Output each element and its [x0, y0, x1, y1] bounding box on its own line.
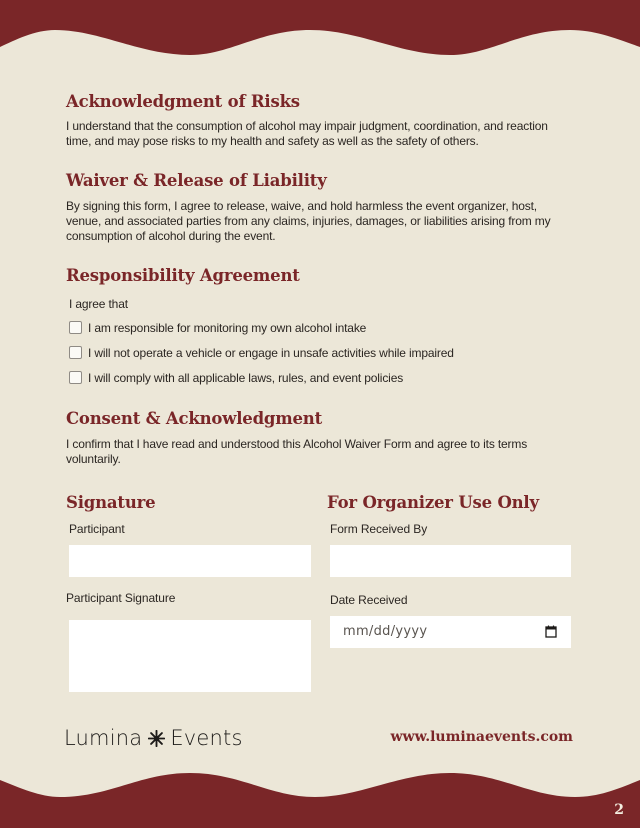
calendar-icon[interactable]: [545, 625, 557, 638]
checkbox-row-comply-laws[interactable]: [69, 365, 571, 390]
page-number: 2: [614, 802, 624, 818]
section-body: By signing this form, I agree to release, waive, and hold harmless the event organizer, host, venue, and associated parties from any claims, injuries, damages, or liabilities arising from my consumption of alcohol during the event.: [66, 199, 551, 243]
section-responsibility-agreement: [66, 265, 571, 390]
signature-title: Signature: [66, 493, 156, 512]
section-waiver-release: [66, 170, 571, 244]
section-title: Consent & Acknowledgment: [66, 409, 323, 428]
form-received-by-input[interactable]: [330, 545, 571, 577]
signature-column: [66, 492, 311, 702]
section-body: I confirm that I have read and understood this Alcohol Waiver Form and agree to its terms voluntarily.: [66, 437, 528, 466]
checkbox-no-vehicle[interactable]: [69, 346, 82, 359]
checkbox-label[interactable]: I am responsible for monitoring my own alcohol intake: [88, 320, 367, 335]
date-placeholder: mm/dd/yyyy: [343, 624, 428, 639]
participant-signature-label: Participant Signature: [66, 591, 176, 605]
section-consent-acknowledgment: [66, 408, 571, 467]
agree-lead-text: I agree that: [69, 297, 128, 311]
participant-signature-field[interactable]: [69, 620, 311, 692]
section-body: I understand that the consumption of alcohol may impair judgment, coordination, and reaction time, and may pose risks to my health and safety as well as the safety of others.: [66, 119, 548, 148]
date-received-input[interactable]: [330, 616, 571, 648]
participant-input[interactable]: [69, 545, 311, 577]
organizer-column: [327, 492, 572, 652]
checkbox-comply-laws[interactable]: [69, 371, 82, 384]
star-burst-icon: [148, 730, 165, 747]
website-link[interactable]: www.luminaevents.com: [390, 729, 573, 745]
section-title: Acknowledgment of Risks: [66, 92, 300, 111]
checkbox-alcohol-intake[interactable]: [69, 321, 82, 334]
participant-label: Participant: [69, 522, 125, 536]
responsibility-checklist: [66, 315, 571, 390]
checkbox-row-alcohol-intake[interactable]: [69, 315, 571, 340]
section-title: Waiver & Release of Liability: [66, 171, 327, 190]
logo-text-left: Lumina: [64, 726, 143, 750]
bottom-wave-decoration: [0, 765, 640, 828]
lumina-events-logo: [64, 726, 243, 750]
checkbox-row-no-vehicle[interactable]: [69, 340, 571, 365]
checkbox-label[interactable]: I will not operate a vehicle or engage in unsafe activities while impaired: [88, 345, 454, 360]
date-received-label: Date Received: [330, 593, 408, 607]
section-title: Responsibility Agreement: [66, 266, 300, 285]
top-wave-decoration: [0, 0, 640, 60]
form-received-by-label: Form Received By: [330, 522, 428, 536]
checkbox-label[interactable]: I will comply with all applicable laws, rules, and event policies: [88, 370, 404, 385]
section-acknowledgment-of-risks: [66, 91, 571, 149]
logo-text-right: Events: [170, 726, 243, 750]
organizer-title: For Organizer Use Only: [327, 493, 539, 512]
